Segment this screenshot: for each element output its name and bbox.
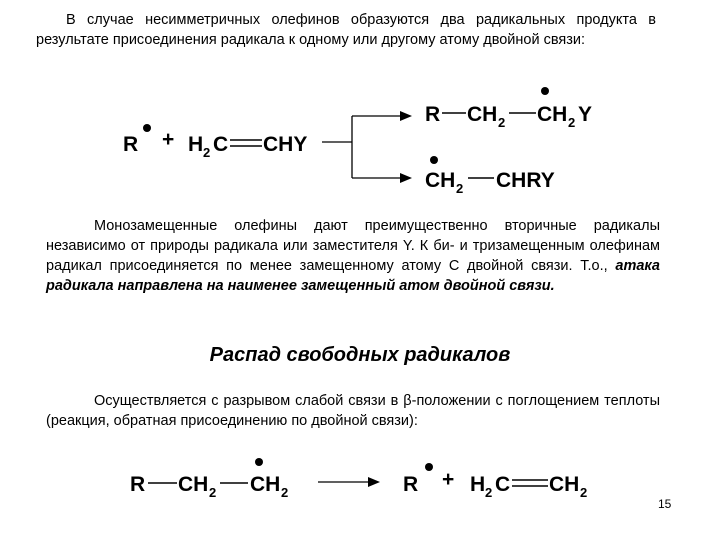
product2-chry: CHRY [496,169,555,192]
subscript-2: 2 [209,485,217,500]
subscript-2: 2 [485,485,493,500]
reactant-ch-radical: CH [250,473,281,496]
product-r: R [403,473,419,496]
product1-ch-radical: CH [537,103,568,126]
product-c: C [495,473,511,496]
reactant-r: R [130,473,146,496]
reactant-ch: CH [178,473,209,496]
reactant-c: C [213,133,229,156]
paragraph-text: Монозамещенные олефины дают преимущественно вторичные радикалы независимо от природы радикала или заместителя Y. К би- и тризамещенным олефинам радикал присоединяется по менее замещенному атому С двойной связи. Т.о., [46,218,660,274]
reaction-arrow-head [368,477,380,487]
section-heading: Распад свободных радикалов [209,344,511,366]
intro-paragraph: В случае несимметричных олефинов образуются два радикальных продукта в результате присоединения радикала к одному или другому атому двойной связи: [36,12,656,48]
subscript-2: 2 [580,485,588,500]
plus-sign: + [162,128,175,151]
subscript-2: 2 [281,485,289,500]
radical-dot [255,458,263,466]
subscript-2: 2 [203,145,211,160]
emphasized-conclusion: атака радикала направлена на наименее замещенный атом двойной связи. [46,258,660,294]
product1-y: Y [578,103,593,126]
reactant-chy: CHY [263,133,308,156]
product2-ch-radical: CH [425,169,456,192]
subscript-2: 2 [568,115,576,130]
page-number: 15 [658,497,672,511]
product1-ch: CH [467,103,498,126]
product-ch: CH [549,473,580,496]
subscript-2: 2 [456,181,464,196]
reactant-radical-r: R [123,133,139,156]
product1-r: R [425,103,441,126]
decomposition-paragraph: Осуществляется с разрывом слабой связи в β-положении с поглощением теплоты (реакция, обратная присоединению по двойной связи): [46,393,660,429]
subscript-2: 2 [498,115,506,130]
reactant-h: H [188,133,204,156]
radical-dot [425,463,433,471]
plus-sign: + [442,468,455,491]
product-h: H [470,473,486,496]
